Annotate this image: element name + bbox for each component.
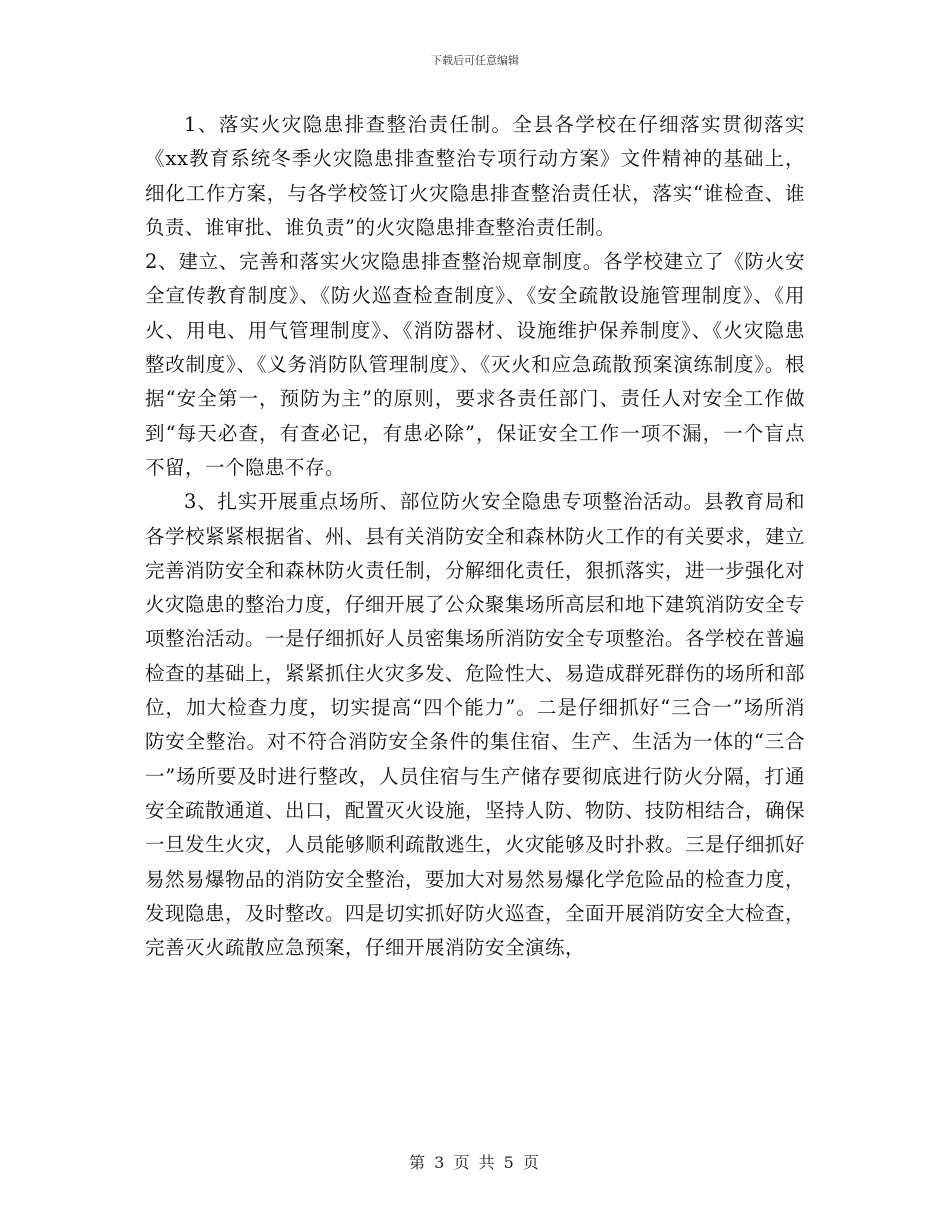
paragraph-1: 1、落实火灾隐患排查整治责任制。全县各学校在仔细落实贯彻落实《xx教育系统冬季火灾隐患排查整治专项行动方案》文件精神的基础上，细化工作方案，与各学校签订火灾隐患排查整治责任状，落实“谁检查、谁负责、谁审批、谁负责”的火灾隐患排查整治责任制。	[145, 113, 805, 239]
document-body	[145, 108, 805, 965]
paragraph-3: 3、扎实开展重点场所、部位防火安全隐患专项整治活动。县教育局和各学校紧紧根据省、州、县有关消防安全和森林防火工作的有关要求，建立完善消防安全和森林防火责任制，分解细化责任，狠抓落实，进一步强化对火灾隐患的整治力度，仔细开展了公众聚集场所高层和地下建筑消防安全专项整治活动。一是仔细抓好人员密集场所消防安全专项整治。各学校在普遍检查的基础上，紧紧抓住火灾多发、危险性大、易造成群死群伤的场所和部位，加大检查力度，切实提高“四个能力”。二是仔细抓好“三合一”场所消防安全整治。对不符合消防安全条件的集住宿、生产、生活为一体的“三合一”场所要及时进行整改，人员住宿与生产储存要彻底进行防火分隔，打通安全疏散通道、出口，配置灭火设施，坚持人防、物防、技防相结合，确保一旦发生火灾，人员能够顺利疏散逃生，火灾能够及时扑救。三是仔细抓好易然易爆物品的消防安全整治，要加大对易然易爆化学危险品的检查力度，发现隐患，及时整改。四是切实抓好防火巡查，全面开展消防安全大检查，完善灭火疏散应急预案，仔细开展消防安全演练，	[145, 490, 806, 960]
page-number: 第 3 页 共 5 页	[409, 1153, 541, 1172]
paragraph-2: 2、建立、完善和落实火灾隐患排查整治规章制度。各学校建立了《防火安全宣传教育制度》、《防火巡查检查制度》、《安全疏散设施管理制度》、《用火、用电、用气管理制度》、《消防器材、设施维护保养制度》、《火灾隐患整改制度》、《义务消防队管理制度》、《灭火和应急疏散预案演练制度》。根据“安全第一，预防为主”的原则，要求各责任部门、责任人对安全工作做到“每天必查，有查必记，有患必除”，保证安全工作一项不漏，一个盲点不留，一个隐患不存。	[145, 250, 805, 479]
page-header-note: 下载后可任意编辑	[431, 54, 519, 67]
